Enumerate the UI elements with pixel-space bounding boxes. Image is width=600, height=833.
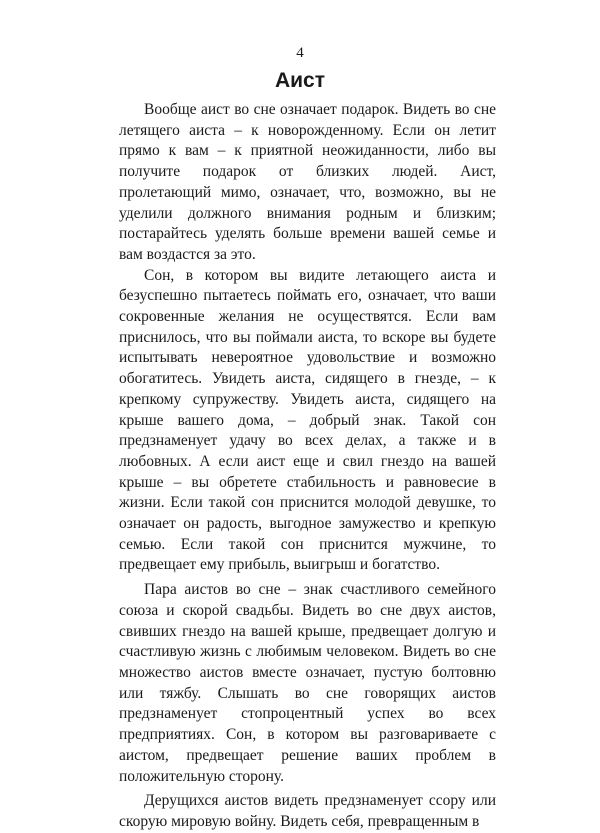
- paragraph-2: Сон, в котором вы видите летающего аиста и безуспешно пытаетесь поймать его, означает, что ваши сокровенные желания не осуществятся. Если вам приснилось, что вы поймали аиста, то вскоре вы будете испытывать невероятное удовольствие и возможно обогатитесь. Увидеть аиста, сидящего в гнезде, – к крепкому супружеству. Увидеть аиста, сидящего на крыше вашего дома, – добрый знак. Такой сон предзнаменует удачу во всех делах, а также и в любовных. А если аист еще и свил гнездо на вашей крыше – вы обретете стабильность и равновесие в жизни. Если такой сон приснится молодой девушке, то означает он радость, выгодное замужество и крепкую семью. Если такой сон приснится мужчине, то предвещает ему прибыль, выигрыш и богатство.: [119, 266, 496, 574]
- paragraph-1: Вообще аист во сне означает подарок. Видеть во сне летящего аиста – к новорожденному. Если он летит прямо к вам – к приятной неожиданности, либо вы получите подарок от близких людей. Аист, пролетающий мимо, означает, что, возможно, вы не уделили должного внимания родным и близким; постарайтесь уделять больше времени вашей семье и вам воздастся за это.: [119, 101, 496, 263]
- page-title: Аист: [274, 69, 326, 92]
- paragraph-4: Дерущихся аистов видеть предзнаменует ссору или скорую мировую войну. Видеть себя, превращенным в: [119, 792, 496, 830]
- page-number: 4: [296, 45, 304, 61]
- article-body: [119, 100, 496, 833]
- paragraph-3: Пара аистов во сне – знак счастливого семейного союза и скорой свадьбы. Видеть во сне двух аистов, свивших гнездо на вашей крыше, предвещает долгую и счастливую жизнь с любимым человеком. Видеть во сне множество аистов вместе означает, пустую болтовню или тяжбу. Слышать во сне говорящих аистов предзнаменует стопроцентный успех во всех предприятиях. Сон, в котором вы разговариваете с аистом, предвещает решение ваших проблем в положительную сторону.: [119, 581, 496, 785]
